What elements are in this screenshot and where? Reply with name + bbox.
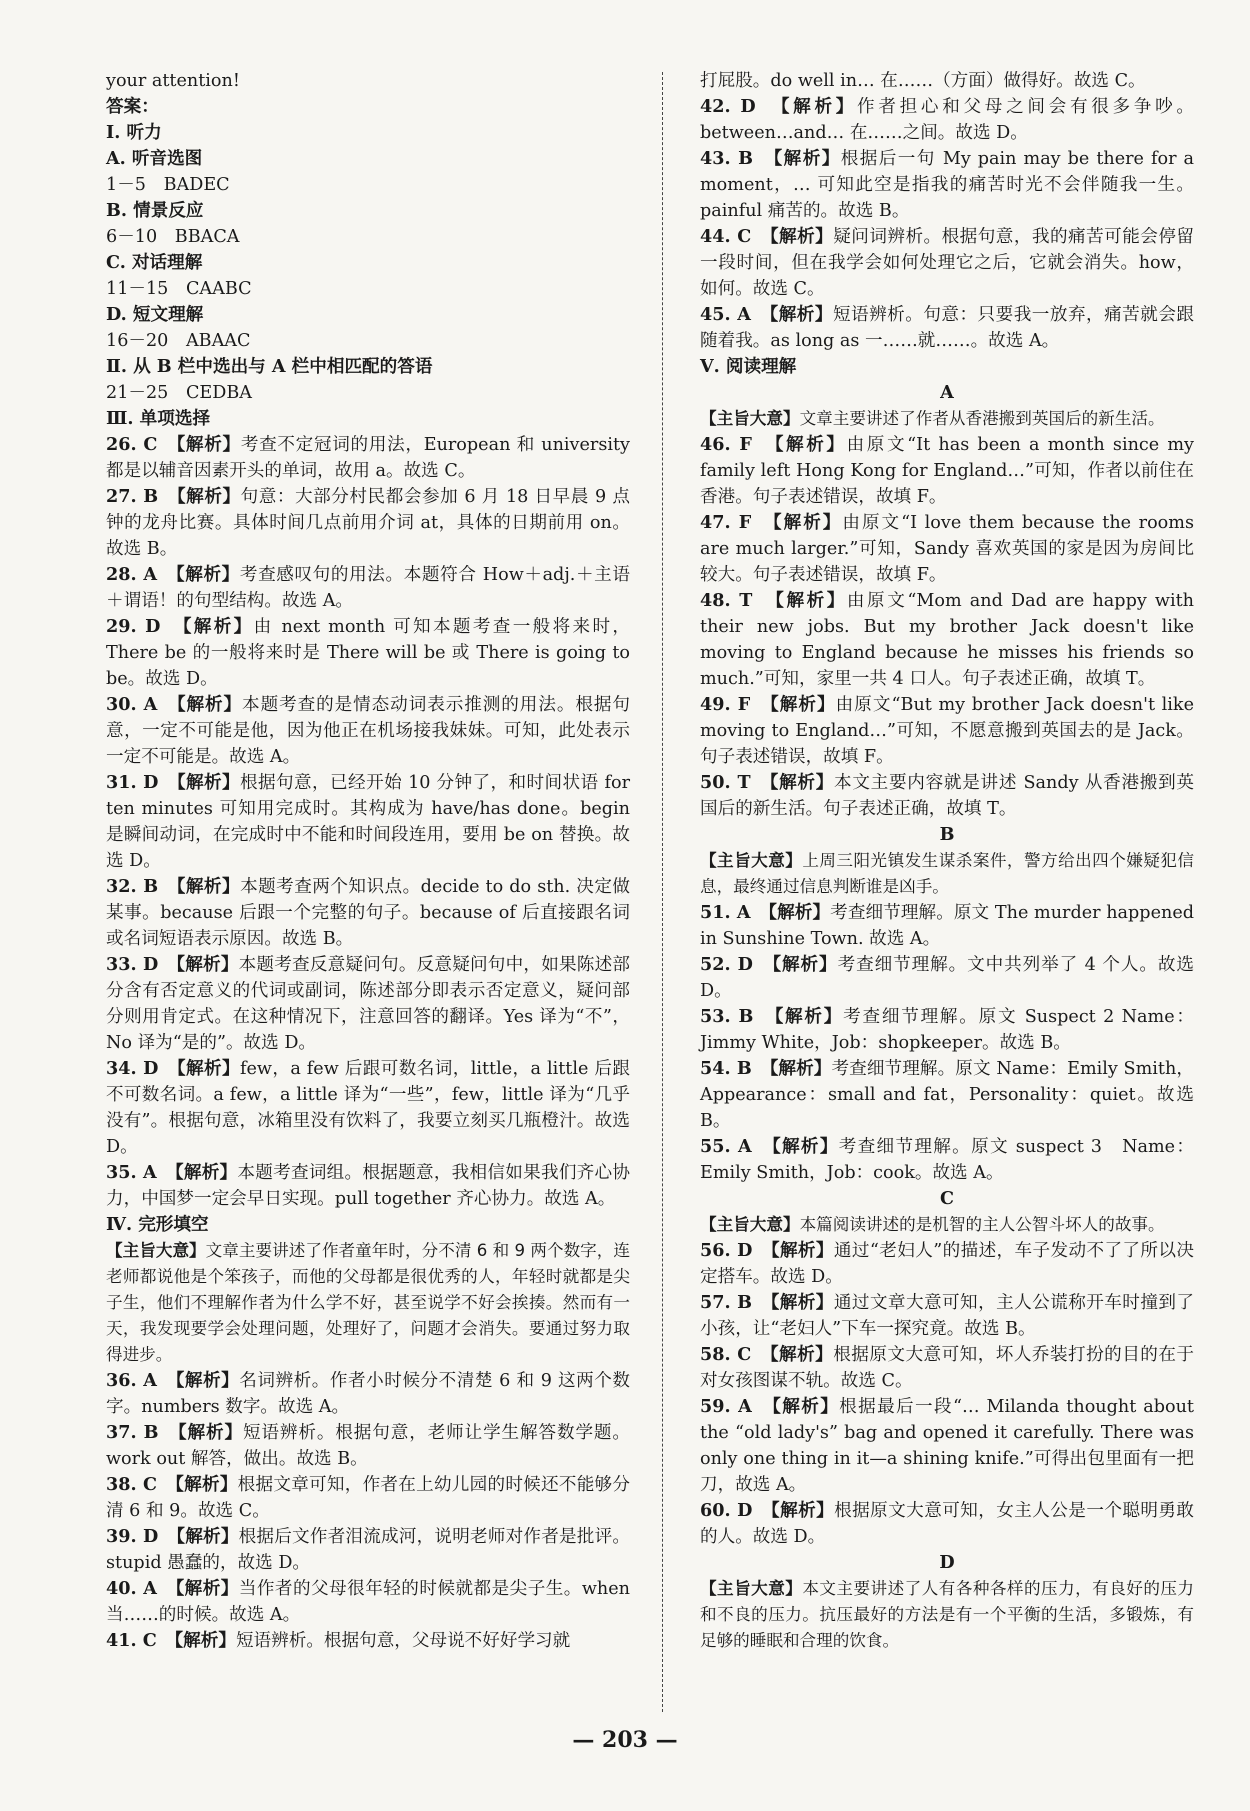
answer-number: 31. D: [106, 772, 159, 793]
analysis-text: 本题考查反意疑问句。反意疑问句中，如果陈述部分含有否定意义的代词或副词，陈述部分即表示否定意义，疑问部分则用肯定式。在这种情况下，注意回答的翻译。Yes 译为“不”，No 译为“是的”。故选 D。: [106, 955, 630, 1053]
answer-item: [700, 432, 1194, 510]
analysis-text: 当作者的父母很年轻的时候就都是尖子生。when 当……的时候。故选 A。: [106, 1579, 630, 1625]
answer-item: [700, 1394, 1194, 1498]
main-idea-text: 文章主要讲述了作者童年时，分不清 6 和 9 两个数字，连老师都说他是个笨孩子，而他的父母都是很优秀的人，年轻时就都是尖子生，他们不理解作者为什么学不好，甚至说学不好会挨揍。然而有一天，我发现要学会处理问题，处理好了，问题才会消失。要通过努力取得进步。: [106, 1241, 630, 1364]
analysis-text: 根据原文大意可知，坏人乔装打扮的目的在于对女孩图谋不轨。故选 C。: [700, 1345, 1194, 1391]
analysis-text: 考查感叹句的用法。本题符合 How＋adj.＋主语＋谓语！的句型结构。故选 A。: [106, 565, 630, 611]
main-idea: [700, 1576, 1194, 1654]
analysis-tag: 【解析】: [774, 434, 847, 455]
analysis-tag: 【解析】: [769, 1344, 834, 1365]
analysis-text: 句意：大部分村民都会参加 6 月 18 日早晨 9 点钟的龙舟比赛。具体时间几点前用介词 at，具体的日期前用 on。故选 B。: [106, 487, 630, 559]
text-line: your attention!: [106, 71, 240, 91]
answer-number: 52. D: [700, 954, 753, 975]
analysis-tag: 【解析】: [775, 590, 847, 611]
answer-number: 45. A: [700, 304, 751, 325]
answer-number: 57. B: [700, 1292, 753, 1313]
passage-label: A: [940, 382, 954, 403]
answer-number: 38. C: [106, 1474, 157, 1495]
analysis-tag: 【解析】: [176, 434, 241, 455]
answer-number: 42. D: [700, 96, 756, 117]
answer-item: [700, 588, 1194, 692]
analysis-text: 疑问词辨析。根据句意，我的痛苦可能会停留一段时间，但在我学会如何处理它之后，它就会消失。how，如何。故选 C。: [700, 227, 1194, 299]
analysis-tag: 【解析】: [176, 772, 241, 793]
main-idea-tag: 【主旨大意】: [700, 851, 803, 870]
main-idea-tag: 【主旨大意】: [700, 1579, 803, 1598]
right-column: [700, 68, 1194, 1654]
column-divider: [662, 72, 663, 1712]
main-idea-tag: 【主旨大意】: [106, 1241, 206, 1260]
answer-number: 47. F: [700, 512, 752, 533]
analysis-tag: 【解析】: [176, 486, 241, 507]
analysis-tag: 【解析】: [175, 1578, 239, 1599]
analysis-text: 短语辨析。根据句意，老师让学生解答数学题。work out 解答，做出。故选 B。: [106, 1423, 630, 1469]
analysis-tag: 【解析】: [769, 772, 835, 793]
analysis-text: 根据后一句 My pain may be there for a moment，… 可知此空是指我的痛苦时光不会伴随我一生。painful 痛苦的。故选 B。: [700, 149, 1194, 221]
answer-number: 37. B: [106, 1422, 159, 1443]
text-line: 16－20 ABAAC: [106, 331, 251, 351]
answer-item: [700, 302, 1194, 354]
text-line: 打屁股。do well in… 在……（方面）做得好。故选 C。: [700, 71, 1146, 91]
answer-number: 26. C: [106, 434, 158, 455]
answer-number: 51. A: [700, 902, 751, 923]
analysis-tag: 【解析】: [772, 1396, 840, 1417]
main-idea-text: 上周三阳光镇发生谋杀案件，警方给出四个嫌疑犯信息，最终通过信息判断谁是凶手。: [700, 851, 1195, 896]
analysis-text: 由 next month 可知本题考查一般将来时，There be 的一般将来时是 There will be 或 There is going to be。故选 D。: [106, 617, 630, 689]
answer-number: 32. B: [106, 876, 159, 897]
answer-number: 54. B: [700, 1058, 752, 1079]
answer-item: [106, 1628, 630, 1654]
analysis-tag: 【解析】: [182, 616, 254, 637]
answer-number: 43. B: [700, 148, 754, 169]
answer-number: 39. D: [106, 1526, 159, 1547]
answer-item: [700, 94, 1194, 146]
section-heading: D. 短文理解: [106, 304, 204, 325]
answer-number: 41. C: [106, 1630, 157, 1651]
text-line: 6－10 BBACA: [106, 227, 240, 247]
answer-number: 48. T: [700, 590, 753, 611]
analysis-text: 由原文“Mom and Dad are happy with their new jobs. But my brother Jack doesn't like moving to England because he misses his friends so much.”可知，家里一共 4 口人。句子表述正确，故填 T。: [700, 591, 1195, 689]
main-idea-text: 本篇阅读讲述的是机智的主人公智斗坏人的故事。: [799, 1215, 1165, 1234]
analysis-tag: 【解析】: [769, 1058, 832, 1079]
answer-item: [700, 1134, 1194, 1186]
analysis-text: 根据句意，已经开始 10 分钟了，和时间状语 for ten minutes 可知用完成时。其构成为 have/has done。begin 是瞬间动词，在完成时中不能和时间段连用，要用 be on 替换。故选 D。: [106, 773, 630, 871]
answer-number: 36. A: [106, 1370, 157, 1391]
section-heading: A. 听音选图: [106, 148, 203, 169]
analysis-tag: 【解析】: [769, 226, 834, 247]
analysis-text: 考查细节理解。原文 The murder happened in Sunshine Town. 故选 A。: [700, 903, 1194, 949]
answer-item: [700, 900, 1194, 952]
answer-number: 44. C: [700, 226, 752, 247]
answer-item: [700, 1004, 1194, 1056]
answer-item: [106, 874, 630, 952]
analysis-tag: 【解析】: [175, 1474, 238, 1495]
answer-number: 27. B: [106, 486, 159, 507]
answer-item: [700, 1498, 1194, 1550]
section-heading: Ⅰ. 听力: [106, 122, 162, 143]
main-idea: [700, 1212, 1194, 1238]
answer-item: [106, 562, 630, 614]
answer-item: [106, 1472, 630, 1524]
analysis-text: 考查细节理解。文中共列举了 4 个人。故选 D。: [700, 955, 1194, 1001]
analysis-text: 根据文章可知，作者在上幼儿园的时候还不能够分清 6 和 9。故选 C。: [106, 1475, 630, 1521]
section-heading: C. 对话理解: [106, 252, 203, 273]
analysis-tag: 【解析】: [780, 96, 858, 117]
answer-number: 59. A: [700, 1396, 752, 1417]
analysis-tag: 【解析】: [774, 1006, 844, 1027]
analysis-text: 本题考查词组。根据题意，我相信如果我们齐心协力，中国梦一定会早日实现。pull together 齐心协力。故选 A。: [106, 1163, 630, 1209]
answer-item: [106, 432, 630, 484]
analysis-text: 根据原文大意可知，女主人公是一个聪明勇敢的人。故选 D。: [700, 1501, 1194, 1547]
analysis-tag: 【解析】: [177, 1422, 243, 1443]
analysis-tag: 【解析】: [176, 954, 239, 975]
analysis-tag: 【解析】: [769, 694, 836, 715]
analysis-tag: 【解析】: [769, 304, 833, 325]
answer-item: [700, 510, 1194, 588]
analysis-text: 考查细节理解。原文 Suspect 2 Name：Jimmy White，Job：shopkeeper。故选 B。: [700, 1007, 1194, 1053]
answer-item: [700, 224, 1194, 302]
main-idea-tag: 【主旨大意】: [700, 409, 800, 428]
left-column: [106, 68, 630, 1654]
answer-item: [700, 1342, 1194, 1394]
analysis-text: 短语辨析。根据句意，父母说不好好学习就: [235, 1631, 571, 1651]
answer-number: 46. F: [700, 434, 752, 455]
main-idea: [700, 406, 1194, 432]
analysis-text: 本题考查两个知识点。decide to do sth. 决定做某事。because 后跟一个完整的句子。because of 后直接跟名词或名词短语表示原因。故选 B。: [106, 877, 630, 949]
page-number: — 203 —: [572, 1727, 678, 1753]
analysis-text: few，a few 后跟可数名词，little，a little 后跟不可数名词。a few，a little 译为“一些”，few，little 译为“几乎没有”。根据句意，冰箱里没有饮料了，我要立刻买几瓶橙汁。故选 D。: [106, 1059, 630, 1157]
analysis-text: 考查不定冠词的用法，European 和 university 都是以辅音因素开头的单词，故用 a。故选 C。: [106, 435, 630, 481]
answer-item: [106, 952, 630, 1056]
text-line: 11－15 CAABC: [106, 279, 252, 299]
analysis-text: 名词辨析。作者小时候分不清楚 6 和 9 这两个数字。numbers 数字。故选 A。: [106, 1371, 630, 1417]
analysis-tag: 【解析】: [176, 1526, 239, 1547]
main-idea-text: 文章主要讲述了作者从香港搬到英国后的新生活。: [799, 409, 1165, 428]
text-line: 21－25 CEDBA: [106, 383, 253, 403]
passage-label: C: [939, 1188, 954, 1209]
answer-item: [106, 1420, 630, 1472]
analysis-tag: 【解析】: [772, 512, 843, 533]
section-heading: Ⅴ. 阅读理解: [700, 356, 797, 377]
analysis-text: 考查细节理解。原文 suspect 3 Name：Emily Smith，Job：cook。故选 A。: [700, 1137, 1194, 1183]
text-line: 1－5 BADEC: [106, 175, 230, 195]
answer-item: [106, 1056, 630, 1160]
answer-item: [106, 484, 630, 562]
answer-number: 30. A: [106, 694, 158, 715]
analysis-text: 本题考查的是情态动词表示推测的用法。根据句意，一定不可能是他，因为他正在机场接我妹妹。可知，此处表示一定不可能是。故选 A。: [106, 695, 630, 767]
answer-item: [106, 1160, 630, 1212]
answer-item: [700, 1056, 1194, 1134]
analysis-text: 由原文“I love them because the rooms are much larger.”可知，Sandy 喜欢英国的家是因为房间比较大。句子表述错误，故填 F。: [700, 513, 1194, 585]
analysis-text: 根据最后一段“… Milanda thought about the “old lady's” bag and opened it carefully. There was only one thing in it—a shining knife.”可得出包里面有一把刀，故选 A。: [700, 1397, 1194, 1495]
section-heading: Ⅳ. 完形填空: [106, 1214, 209, 1235]
answer-item: [106, 770, 630, 874]
main-idea-text: 本文主要讲述了人有各种各样的压力，有良好的压力和不良的压力。抗压最好的方法是有一个平衡的生活，多锻炼，有足够的睡眠和合理的饮食。: [700, 1579, 1195, 1650]
answer-number: 56. D: [700, 1240, 753, 1261]
analysis-tag: 【解析】: [174, 1162, 238, 1183]
main-idea: [700, 848, 1194, 900]
answer-item: [700, 952, 1194, 1004]
answer-item: [700, 1238, 1194, 1290]
answer-number: 58. C: [700, 1344, 752, 1365]
analysis-tag: 【解析】: [176, 1058, 240, 1079]
analysis-tag: 【解析】: [175, 564, 240, 585]
answer-number: 28. A: [106, 564, 157, 585]
analysis-text: 由原文“But my brother Jack doesn't like moving to England…”可知，不愿意搬到英国去的是 Jack。句子表述错误，故填 F。: [700, 695, 1194, 767]
passage-label: D: [939, 1552, 955, 1573]
answer-number: 29. D: [106, 616, 161, 637]
answer-number: 33. D: [106, 954, 159, 975]
answer-number: 49. F: [700, 694, 751, 715]
analysis-text: 短语辨析。句意：只要我一放弃，痛苦就会跟随着我。as long as 一……就……。故选 A。: [700, 305, 1194, 351]
analysis-text: 由原文“It has been a month since my family left Hong Kong for England…”可知，作者以前住在香港。句子表述错误，故填 F。: [700, 435, 1194, 507]
analysis-tag: 【解析】: [772, 954, 838, 975]
analysis-tag: 【解析】: [770, 1292, 834, 1313]
answer-item: [106, 1524, 630, 1576]
analysis-tag: 【解析】: [770, 1240, 834, 1261]
answer-item: [700, 692, 1194, 770]
answer-number: 40. A: [106, 1578, 157, 1599]
analysis-tag: 【解析】: [770, 1500, 835, 1521]
answer-number: 35. A: [106, 1162, 157, 1183]
answer-number: 53. B: [700, 1006, 754, 1027]
analysis-tag: 【解析】: [768, 902, 831, 923]
answer-item: [700, 146, 1194, 224]
answer-number: 34. D: [106, 1058, 159, 1079]
section-heading: B. 情景反应: [106, 200, 204, 221]
analysis-tag: 【解析】: [176, 694, 243, 715]
section-heading: 答案：: [106, 96, 159, 117]
main-idea-tag: 【主旨大意】: [700, 1215, 800, 1234]
analysis-tag: 【解析】: [771, 1136, 839, 1157]
answer-item: [106, 1576, 630, 1628]
analysis-text: 作者担心和父母之间会有很多争吵。between…and… 在……之间。故选 D。: [700, 97, 1194, 143]
analysis-text: 通过“老妇人”的描述，车子发动不了了所以决定搭车。故选 D。: [700, 1241, 1194, 1287]
analysis-text: 考查细节理解。原文 Name：Emily Smith，Appearance：small and fat，Personality：quiet。故选 B。: [700, 1059, 1194, 1131]
answer-item: [700, 1290, 1194, 1342]
analysis-tag: 【解析】: [176, 876, 241, 897]
analysis-text: 根据后文作者泪流成河，说明老师对作者是批评。stupid 愚蠢的，故选 D。: [106, 1527, 630, 1573]
answer-item: [106, 614, 630, 692]
analysis-tag: 【解析】: [175, 1370, 240, 1391]
analysis-tag: 【解析】: [773, 148, 841, 169]
answer-number: 60. D: [700, 1500, 753, 1521]
answer-number: 50. T: [700, 772, 751, 793]
passage-label: B: [939, 824, 955, 845]
analysis-text: 本文主要内容就是讲述 Sandy 从香港搬到英国后的新生活。句子表述正确，故填 T。: [700, 773, 1194, 819]
answer-number: 55. A: [700, 1136, 752, 1157]
main-idea: [106, 1238, 630, 1368]
section-heading: Ⅱ. 从 B 栏中选出与 A 栏中相匹配的答语: [106, 356, 433, 377]
section-heading: Ⅲ. 单项选择: [106, 408, 211, 429]
answer-item: [106, 692, 630, 770]
analysis-text: 通过文章大意可知，主人公谎称开车时撞到了小孩，让“老妇人”下车一探究竟。故选 B。: [700, 1293, 1194, 1339]
answer-item: [106, 1368, 630, 1420]
answer-item: [700, 770, 1194, 822]
analysis-tag: 【解析】: [174, 1630, 236, 1651]
